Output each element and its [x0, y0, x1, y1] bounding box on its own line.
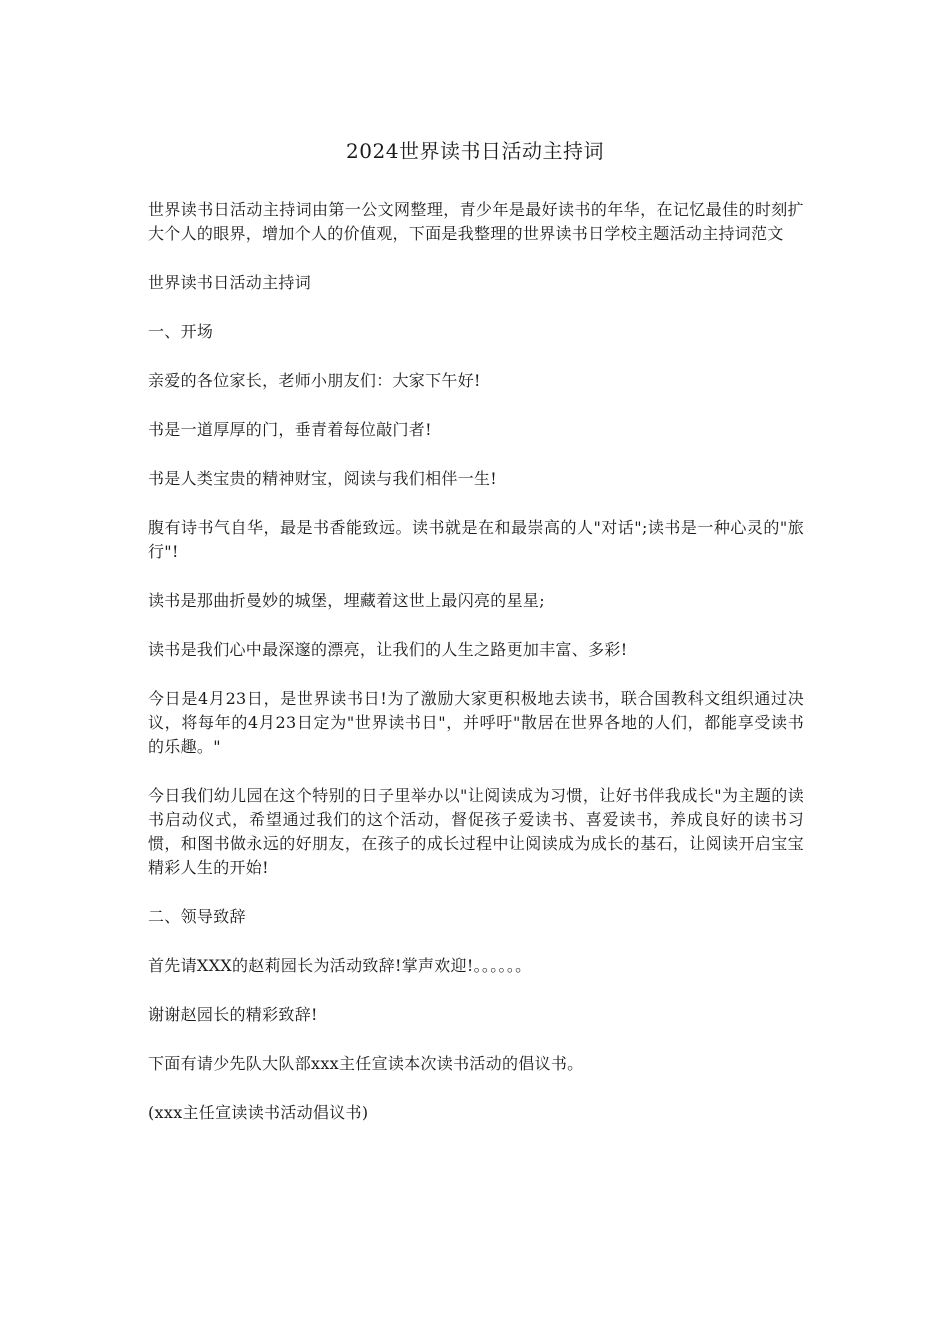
- greeting-paragraph: 亲爱的各位家长，老师小朋友们：大家下午好!: [148, 371, 481, 390]
- paragraph: 今日是4月23日，是世界读书日!为了激励大家更积极地去读书，联合国教科文组织通过决议，将每年的4月23日定为"世界读书日"，并呼吁"散居在世界各地的人们，都能享受读书的乐趣。": [148, 689, 804, 756]
- paragraph: 首先请XXX的赵莉园长为活动致辞!掌声欢迎!。。。。。。: [148, 956, 532, 975]
- document-body: [148, 198, 804, 1150]
- intro-paragraph: 世界读书日活动主持词由第一公文网整理，青少年是最好读书的年华，在记忆最佳的时刻扩大个人的眼界，增加个人的价值观，下面是我整理的世界读书日学校主题活动主持词范文: [148, 200, 804, 243]
- paragraph: 读书是那曲折曼妙的城堡，埋藏着这世上最闪亮的星星;: [148, 591, 545, 610]
- section-heading-opening: 一、开场: [148, 322, 214, 341]
- section-heading-leader-speech: 二、领导致辞: [148, 907, 246, 926]
- paragraph: 读书是我们心中最深邃的漂亮，让我们的人生之路更加丰富、多彩!: [148, 640, 628, 659]
- paragraph: (xxx主任宣读读书活动倡议书): [148, 1103, 369, 1122]
- paragraph: 书是人类宝贵的精神财宝，阅读与我们相伴一生!: [148, 469, 498, 488]
- paragraph: 腹有诗书气自华，最是书香能致远。读书就是在和最崇高的人"对话";读书是一种心灵的"旅行"!: [148, 518, 804, 561]
- paragraph: 今日我们幼儿园在这个特别的日子里举办以"让阅读成为习惯，让好书伴我成长"为主题的读书启动仪式，希望通过我们的这个活动，督促孩子爱读书、喜爱读书，养成良好的读书习惯，和图书做永远的好朋友，在孩子的成长过程中让阅读成为成长的基石，让阅读开启宝宝精彩人生的开始!: [148, 786, 804, 877]
- document-title: 2024世界读书日活动主持词: [346, 139, 604, 163]
- paragraph: 下面有请少先队大队部xxx主任宣读本次读书活动的倡议书。: [148, 1054, 584, 1073]
- section-heading: 世界读书日活动主持词: [148, 273, 312, 292]
- paragraph: 书是一道厚厚的门，垂青着每位敲门者!: [148, 420, 432, 439]
- paragraph: 谢谢赵园长的精彩致辞!: [148, 1005, 318, 1024]
